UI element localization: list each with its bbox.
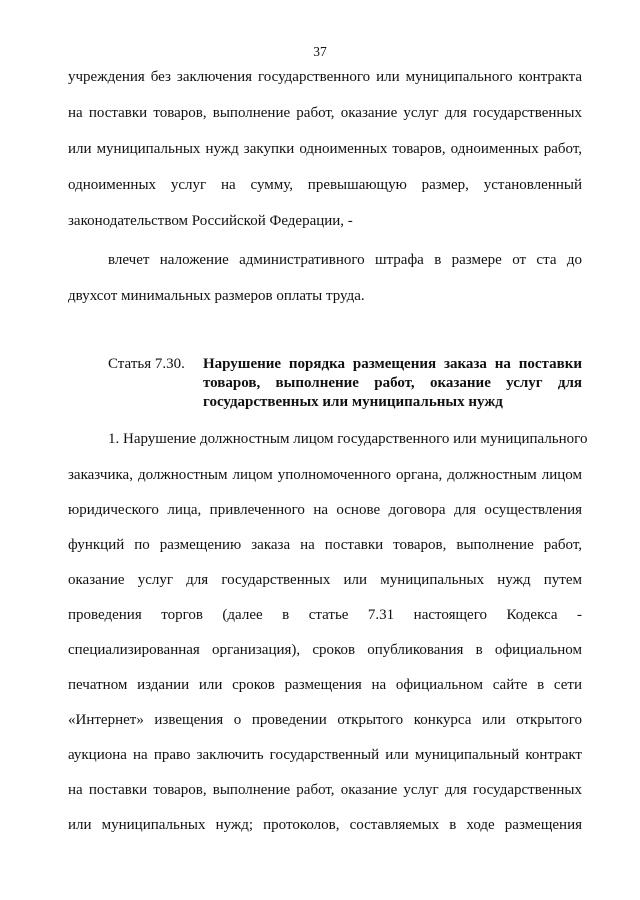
text-line: двухсот минимальных размеров оплаты труда.	[68, 288, 365, 304]
article-label: Статья 7.30.	[108, 356, 185, 372]
text-line: проведения торгов (далее в статье 7.31 настоящего Кодекса -	[68, 607, 582, 623]
text-line: законодательством Российской Федерации, -	[68, 213, 353, 229]
text-line: специализированная организация), сроков опубликования в официальном	[68, 642, 582, 658]
text-line: аукциона на право заключить государственный или муниципальный контракт	[68, 747, 582, 763]
text-line: на поставки товаров, выполнение работ, оказание услуг для государственных	[68, 105, 582, 121]
text-line: юридического лица, привлеченного на основе договора для осуществления	[68, 502, 582, 518]
text-line: или муниципальных нужд; протоколов, составляемых в ходе размещения	[68, 817, 582, 833]
text-line: заказчика, должностным лицом уполномоченного органа, должностным лицом	[68, 467, 582, 483]
article-title-line: товаров, выполнение работ, оказание услуг для	[203, 375, 582, 391]
text-line: печатном издании или сроков размещения на официальном сайте в сети	[68, 677, 582, 693]
article-title-line: государственных или муниципальных нужд	[203, 394, 503, 410]
text-line: «Интернет» извещения о проведении открытого конкурса или открытого	[68, 712, 582, 728]
text-line: оказание услуг для государственных или муниципальных нужд путем	[68, 572, 582, 588]
page-number: 37	[313, 44, 327, 59]
text-line: учреждения без заключения государственного или муниципального контракта	[68, 69, 582, 85]
text-line: на поставки товаров, выполнение работ, оказание услуг для государственных	[68, 782, 582, 798]
text-line: 1. Нарушение должностным лицом государственного или муниципального	[108, 431, 588, 447]
article-title-line: Нарушение порядка размещения заказа на поставки	[203, 356, 582, 372]
text-line: функций по размещению заказа на поставки товаров, выполнение работ,	[68, 537, 582, 553]
text-line: одноименных услуг на сумму, превышающую размер, установленный	[68, 177, 582, 193]
text-line: или муниципальных нужд закупки одноименных товаров, одноименных работ,	[68, 141, 582, 157]
text-line: влечет наложение административного штрафа в размере от ста до	[108, 252, 582, 268]
